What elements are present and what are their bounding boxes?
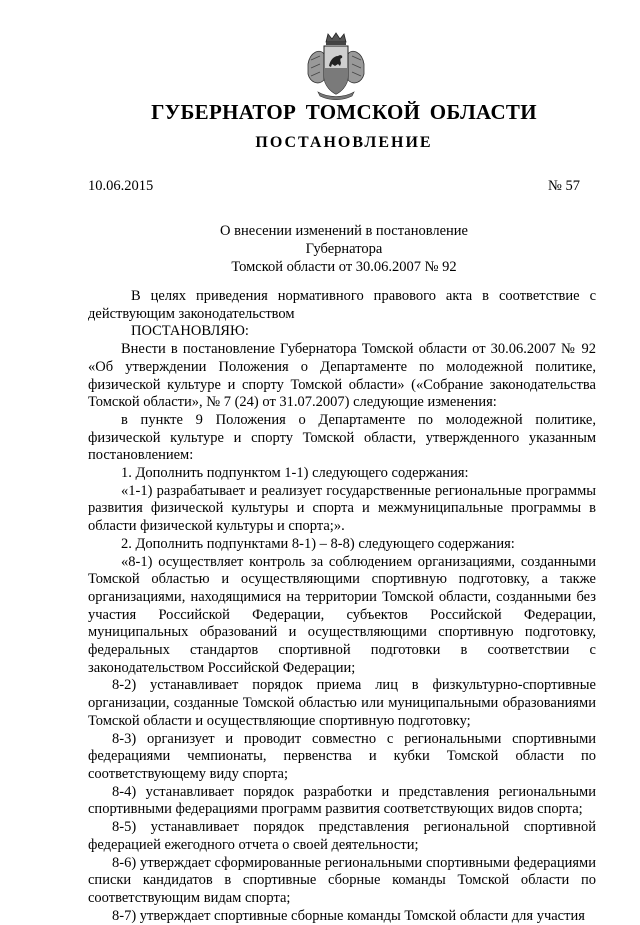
coat-of-arms-icon <box>300 30 372 102</box>
body-paragraph: 2. Дополнить подпунктами 8-1) – 8-8) следующего содержания: <box>121 535 515 552</box>
body-paragraph: в пункте 9 Положения о Департаменте по молодежной политике, физической культуре и спорту Томской области, утвержденного указанным постановлением: <box>88 411 596 464</box>
body-paragraph: Внести в постановление Губернатора Томской области от 30.06.2007 № 92 «Об утверждении Положения о Департаменте по молодежной политике, физической культуре и спорту Томской области» («Собрание законодательства Томской области», № 7 (24) от 31.07.2007) следующие изменения: <box>88 341 596 411</box>
decree-word: ПОСТАНОВЛЯЮ: <box>131 323 249 340</box>
body-paragraph: 8-2) устанавливает порядок приема лиц в физкультурно-спортивные организации, созданные Томской областью или муниципальными образованиями Томской области и осуществляющие спортивную подготовку; <box>88 677 596 729</box>
preamble-paragraph: В целях приведения нормативного правового акта в соответствие с действующим законодательством <box>88 288 596 322</box>
document-number: № 57 <box>548 178 580 194</box>
document-date: 10.06.2015 <box>88 178 154 194</box>
body-paragraph: «8-1) осуществляет контроль за соблюдением организациями, созданными Томской областью и осуществляющими спортивную подготовку, а также организациями, находящимися на территории Томской области, созданными без участия Российской Федерации, субъектов Российской Федерации, муниципальных образований и осуществляющими спортивную подготовку, федеральных стандартов спортивной подготовки в соответствии с законодательством Российской Федерации; <box>88 553 596 676</box>
document-subject <box>180 222 508 276</box>
subject-line-2: Томской области от 30.06.2007 № 92 <box>231 259 457 275</box>
body-paragraph: 8-7) утверждает спортивные сборные команды Томской области для участия <box>112 907 585 924</box>
document-body <box>88 288 596 925</box>
body-paragraph: 8-3) организует и проводит совместно с региональными спортивными федерациями чемпионаты, первенства и кубки Томской области по соответствующему виду спорта; <box>88 730 596 782</box>
page-title: ГУБЕРНАТОР ТОМСКОЙ ОБЛАСТИ <box>151 100 537 124</box>
body-paragraph: 1. Дополнить подпунктом 1-1) следующего содержания: <box>121 465 469 482</box>
subject-line-1: О внесении изменений в постановление Губернатора <box>220 223 468 257</box>
body-paragraph: 8-5) устанавливает порядок представления региональной спортивной федерацией ежегодного отчета о своей деятельности; <box>88 819 596 853</box>
body-paragraph: «1-1) разрабатывает и реализует государственные региональные программы развития физической культуры и спорта и межмуниципальные программы в области физической культуры и спорта;». <box>88 482 596 535</box>
body-paragraph: 8-4) устанавливает порядок разработки и представления региональными спортивными федерациями программ развития соответствующих видов спорта; <box>88 783 596 818</box>
body-paragraph: 8-6) утверждает сформированные региональными спортивными федерациями списки кандидатов в спортивные сборные команды Томской области по соответствующим видам спорта; <box>88 854 596 906</box>
document-type: ПОСТАНОВЛЕНИЕ <box>255 134 433 151</box>
